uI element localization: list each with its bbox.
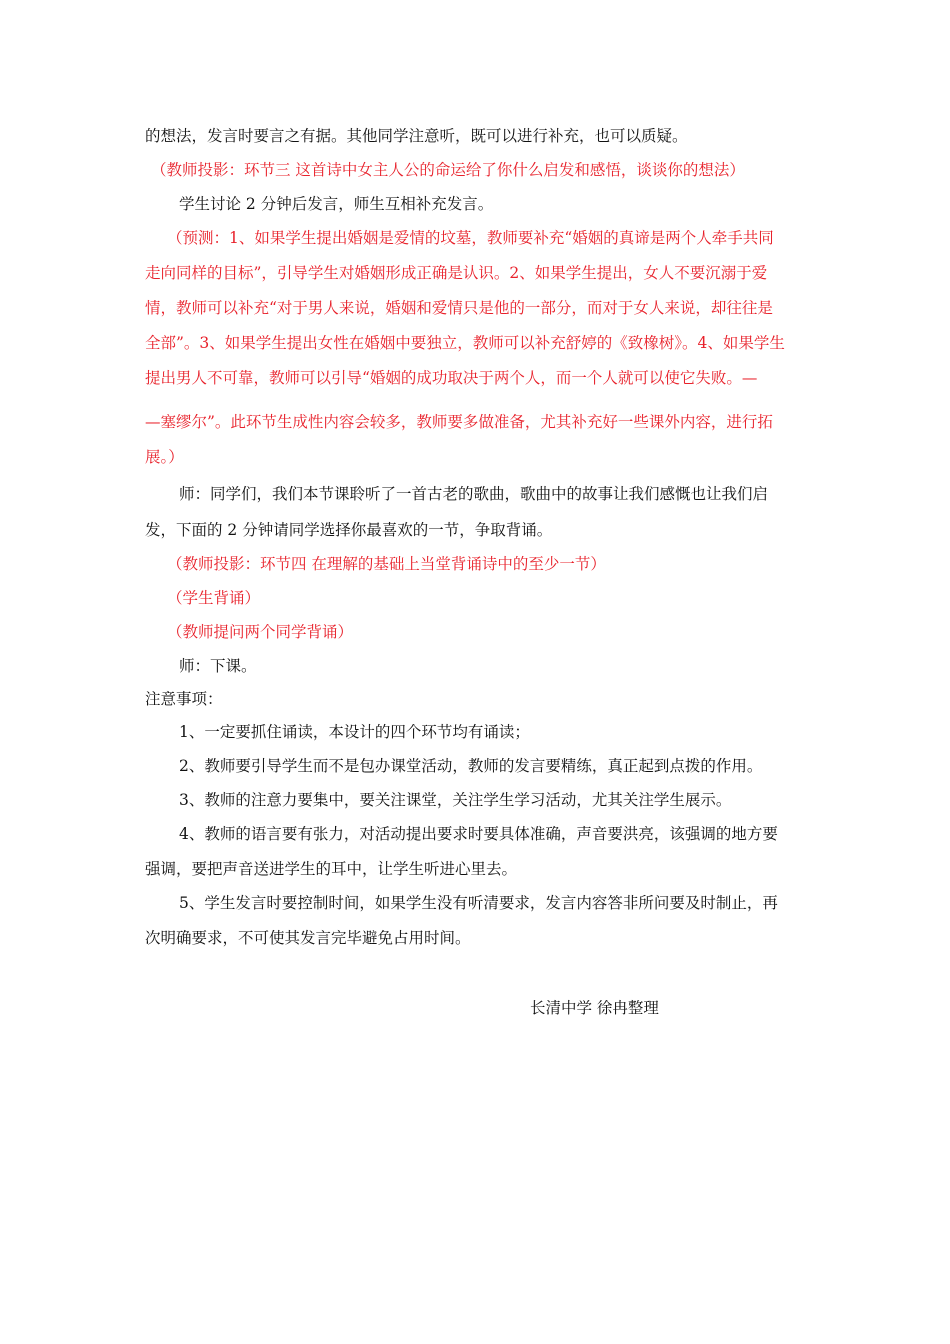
prediction-text: （预测：1、如果学生提出婚姻是爱情的坟墓，教师要补充“婚姻的真谛是两个人牵手共同	[167, 229, 774, 247]
stage-note: （教师提问两个同学背诵）	[167, 623, 354, 641]
note-item: 次明确要求，不可使其发言完毕避免占用时间。	[145, 929, 471, 947]
note-item: 强调，要把声音送进学生的耳中，让学生听进心里去。	[145, 860, 518, 878]
note-item: 4、教师的语言要有张力，对活动提出要求时要具体准确，声音要洪亮，该强调的地方要	[179, 825, 778, 843]
projection-note: （教师投影：环节三 这首诗中女主人公的命运给了你什么启发和感悟，谈谈你的想法）	[151, 161, 745, 179]
prediction-text: 提出男人不可靠，教师可以引导“婚姻的成功取决于两个人，而一个人就可以使它失败。—	[145, 369, 758, 387]
stage-note: （学生背诵）	[167, 589, 261, 607]
prediction-text: —塞缪尔”。此环节生成性内容会较多，教师要多做准备，尤其补充好一些课外内容，进行拓	[145, 413, 773, 431]
prediction-text: 走向同样的目标”，引导学生对婚姻形成正确是认识。2、如果学生提出，女人不要沉溺于爱	[145, 264, 768, 282]
projection-note: （教师投影：环节四 在理解的基础上当堂背诵诗中的至少一节）	[167, 555, 606, 573]
notes-title: 注意事项：	[145, 690, 223, 708]
note-item: 5、学生发言时要控制时间，如果学生没有听清要求，发言内容答非所问要及时制止，再	[179, 894, 778, 912]
note-item: 1、一定要抓住诵读，本设计的四个环节均有诵读；	[179, 723, 530, 741]
teacher-speech: 师：同学们，我们本节课聆听了一首古老的歌曲，歌曲中的故事让我们感慨也让我们启	[179, 485, 769, 503]
teacher-speech: 发，下面的 2 分钟请同学选择你最喜欢的一节，争取背诵。	[145, 521, 553, 539]
prediction-text: 情，教师可以补充“对于男人来说，婚姻和爱情只是他的一部分，而对于女人来说，却往往是	[145, 299, 773, 317]
paragraph-text: 学生讨论 2 分钟后发言，师生互相补充发言。	[179, 195, 494, 213]
prediction-text: 展。）	[145, 448, 184, 466]
paragraph-text: 的想法，发言时要言之有据。其他同学注意听，既可以进行补充，也可以质疑。	[145, 127, 688, 145]
signature: 长清中学 徐冉整理	[530, 999, 659, 1017]
note-item: 3、教师的注意力要集中，要关注课堂，关注学生学习活动，尤其关注学生展示。	[179, 791, 732, 809]
teacher-speech: 师：下课。	[179, 657, 257, 675]
prediction-text: 全部”。3、如果学生提出女性在婚姻中要独立，教师可以补充舒婷的《致橡树》。4、如果学生	[145, 334, 785, 352]
note-item: 2、教师要引导学生而不是包办课堂活动，教师的发言要精练，真正起到点拨的作用。	[179, 757, 763, 775]
